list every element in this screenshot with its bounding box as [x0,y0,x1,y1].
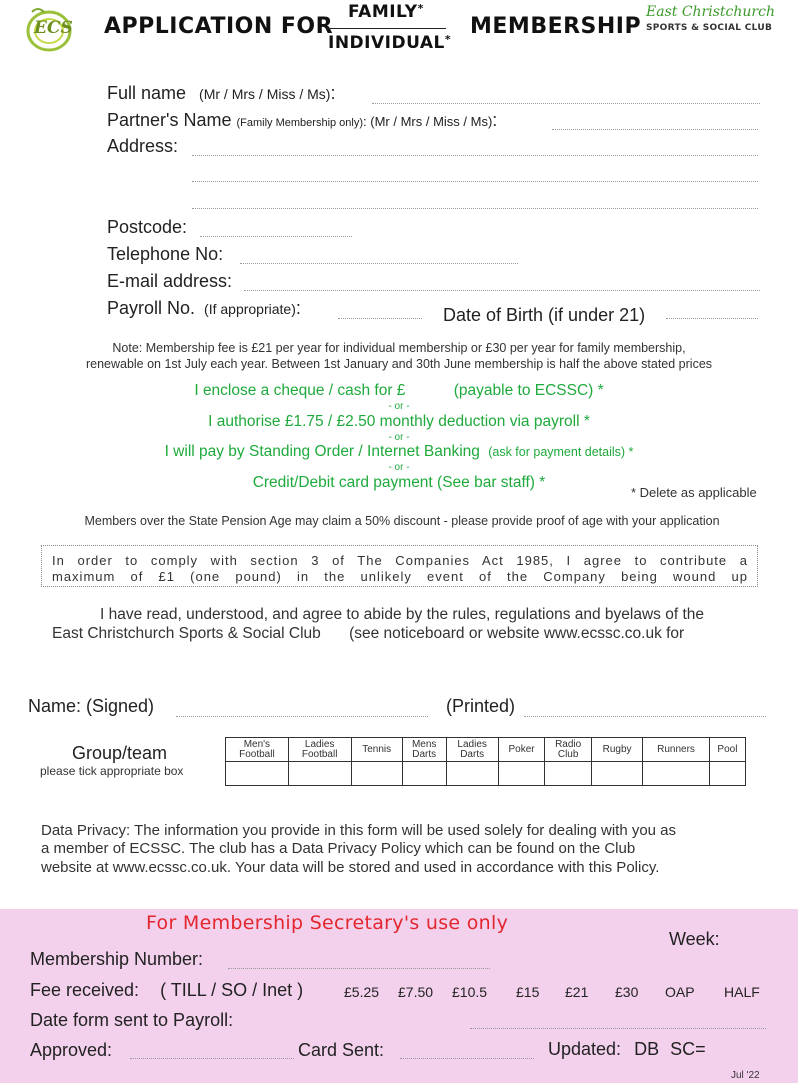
payroll-date-label: Date form sent to Payroll: [30,1010,234,1030]
partner-label: Partner's Name [107,110,232,130]
price-option[interactable]: £21 [565,984,589,1000]
group-tick-box[interactable] [709,762,745,786]
payment-card-row[interactable]: Credit/Debit card payment (See bar staff) * [252,474,546,491]
dob-label: Date of Birth (if under 21) [443,305,646,325]
signed-label: Name: (Signed) [28,696,155,716]
price-option[interactable]: HALF [724,984,760,1000]
email-label: E-mail address: [107,271,233,291]
group-sublabel: please tick appropriate box [40,764,184,778]
agreement-line-2 [52,625,684,643]
payroll-date-line[interactable] [470,1028,766,1029]
version-label: Jul '22 [731,1070,760,1081]
group-table [225,737,746,786]
pension-note: Members over the State Pension Age may claim a 50% discount - please provide proof of age with your application [84,514,720,528]
ecs-logo [24,4,74,54]
fee-note-line-2: renewable on 1st July each year. Between 1st January and 30th June membership is half the above stated prices [85,357,713,371]
price-option[interactable]: £10.5 [452,984,488,1000]
price-option[interactable]: £5.25 [344,984,380,1000]
or-divider-2: - or - [388,432,410,443]
price-option[interactable]: £30 [615,984,639,1000]
payment-cheque-label: I enclose a cheque / cash for £ [194,382,406,399]
printed-label: (Printed) [446,696,516,716]
price-options [344,984,770,1002]
payroll-line[interactable] [338,318,422,319]
updated-label: Updated: [548,1039,622,1059]
group-column-label: Pool [717,743,738,755]
postcode-line[interactable] [200,236,352,237]
option-family: FAMILY [348,2,418,22]
option-family-mark: * [417,2,424,15]
agreement-club-name: East Christchurch Sports & Social Club [52,625,321,642]
payroll-label: Payroll No. [107,298,196,318]
fee-received-label: Fee received: [30,980,140,1000]
payment-cheque-payable: (payable to ECSSC) * [453,382,604,399]
group-column-label: Poker [508,743,535,755]
card-sent-line[interactable] [400,1058,534,1059]
group-tick-box[interactable] [226,762,289,786]
group-column-label: Men's [243,738,271,750]
address-label: Address: [107,136,179,156]
payment-standing-order-row[interactable] [0,443,798,461]
group-column-label: Mens [411,738,437,750]
group-column-label: Rugby [602,743,632,755]
group-column-header [643,738,710,762]
full-name-colon: : [330,83,336,103]
full-name-row [107,83,335,104]
option-individual-mark: * [444,33,452,46]
membership-number-line[interactable] [228,968,490,969]
group-column-header [709,738,745,762]
group-column-label: Football [301,748,338,760]
approved-label: Approved: [30,1040,113,1060]
address-line-2[interactable] [192,181,758,182]
or-divider-3: - or - [388,462,410,473]
payroll-row [107,298,301,319]
full-name-label: Full name [107,83,187,103]
membership-number-label: Membership Number: [30,949,204,969]
group-column-label: Football [239,748,275,760]
title-suffix: MEMBERSHIP [470,14,642,39]
title-prefix: APPLICATION FOR [104,14,334,39]
group-tick-box[interactable] [288,762,351,786]
fee-received-row [30,980,303,1001]
address-line-3[interactable] [192,208,758,209]
option-individual: INDIVIDUAL [328,33,445,53]
payment-standing-order-label: I will pay by Standing Order / Internet Banking [164,443,480,460]
group-column-label: Ladies [304,738,335,750]
partner-titles: : (Mr / Mrs / Miss / Ms) [363,114,493,129]
group-tick-box[interactable] [351,762,402,786]
partner-row [107,110,497,131]
full-name-line[interactable] [372,103,760,104]
partner-note: (Family Membership only) [236,117,364,129]
telephone-line[interactable] [240,263,518,264]
group-column-header [351,738,402,762]
printed-line[interactable] [524,716,766,717]
agreement-website-note: (see noticeboard or website www.ecssc.co.uk for [349,625,685,642]
payment-payroll-row[interactable]: I authorise £1.75 / £2.50 monthly deduction via payroll * [208,413,590,430]
payment-cheque-row[interactable] [0,382,798,400]
group-column-header [446,738,498,762]
group-column-label: Ladies [457,738,487,750]
dob-line[interactable] [666,318,758,319]
price-option[interactable]: £7.50 [398,984,434,1000]
group-tick-box[interactable] [498,762,545,786]
logo-initials: ECS [34,18,73,38]
full-name-titles: (Mr / Mrs / Miss / Ms) [199,86,331,102]
privacy-line-2: a member of ECSSC. The club has a Data Privacy Policy which can be found on the Club [41,840,636,857]
group-label: Group/team [72,743,168,763]
group-tick-row [226,762,746,786]
group-column-label: Darts [460,748,485,760]
group-column-header [591,738,642,762]
club-logo-tagline: SPORTS & SOCIAL CLUB [646,23,773,33]
price-option[interactable]: £15 [516,984,540,1000]
delete-note: * Delete as applicable [631,485,757,500]
group-column-label: Darts [412,748,437,760]
option-divider [326,28,446,29]
companies-act-line-2: maximum of £1 (one pound) in the unlikely event of the Company being wound up [52,569,748,584]
partner-colon: : [492,110,498,130]
price-option[interactable]: OAP [665,984,695,1000]
club-logo [644,4,794,40]
fee-note-line-1: Note: Membership fee is £21 per year for individual membership or £30 per year for family membership, [112,341,686,355]
companies-act-line-1: In order to comply with section 3 of The Companies Act 1985, I agree to contribute a [52,553,748,568]
week-label: Week: [669,929,720,949]
updated-row [548,1039,706,1060]
group-column-header [402,738,446,762]
club-logo-name: East Christchurch [646,4,775,20]
group-column-label: Runners [657,743,695,755]
address-line-1[interactable] [192,155,758,156]
membership-type-options [326,2,450,54]
payroll-note: (If appropriate) [204,301,296,317]
group-column-header [288,738,351,762]
agreement-line-1: I have read, understood, and agree to abide by the rules, regulations and byelaws of the [99,606,705,623]
group-column-header [498,738,545,762]
signed-line[interactable] [176,716,428,717]
group-tick-box[interactable] [591,762,642,786]
partner-line[interactable] [552,129,758,130]
approved-line[interactable] [130,1058,294,1059]
card-sent-label: Card Sent: [298,1040,385,1060]
office-use-title: For Membership Secretary's use only [146,912,509,934]
group-header-row [226,738,746,762]
group-column-label: Tennis [362,743,392,755]
email-line[interactable] [244,290,760,291]
telephone-label: Telephone No: [107,244,224,264]
fee-received-options[interactable]: ( TILL / SO / Inet ) [160,980,304,1000]
privacy-line-3: website at www.ecssc.co.uk. Your data will be stored and used in accordance with this Policy. [41,859,660,876]
group-column-label: Club [557,748,579,760]
privacy-line-1: Data Privacy: The information you provide in this form will be used solely for dealing with you as [41,822,677,839]
group-tick-box[interactable] [446,762,498,786]
payment-standing-order-note: (ask for payment details) * [488,445,634,459]
payroll-colon: : [295,298,301,318]
db-label[interactable]: DB [634,1039,660,1059]
or-divider-1: - or - [388,401,410,412]
sc-label[interactable]: SC= [670,1039,706,1059]
group-tick-box[interactable] [402,762,446,786]
postcode-label: Postcode: [107,217,188,237]
group-column-header [545,738,592,762]
group-tick-box[interactable] [643,762,710,786]
group-column-header [226,738,289,762]
group-tick-box[interactable] [545,762,592,786]
group-column-label: Radio [555,738,582,750]
